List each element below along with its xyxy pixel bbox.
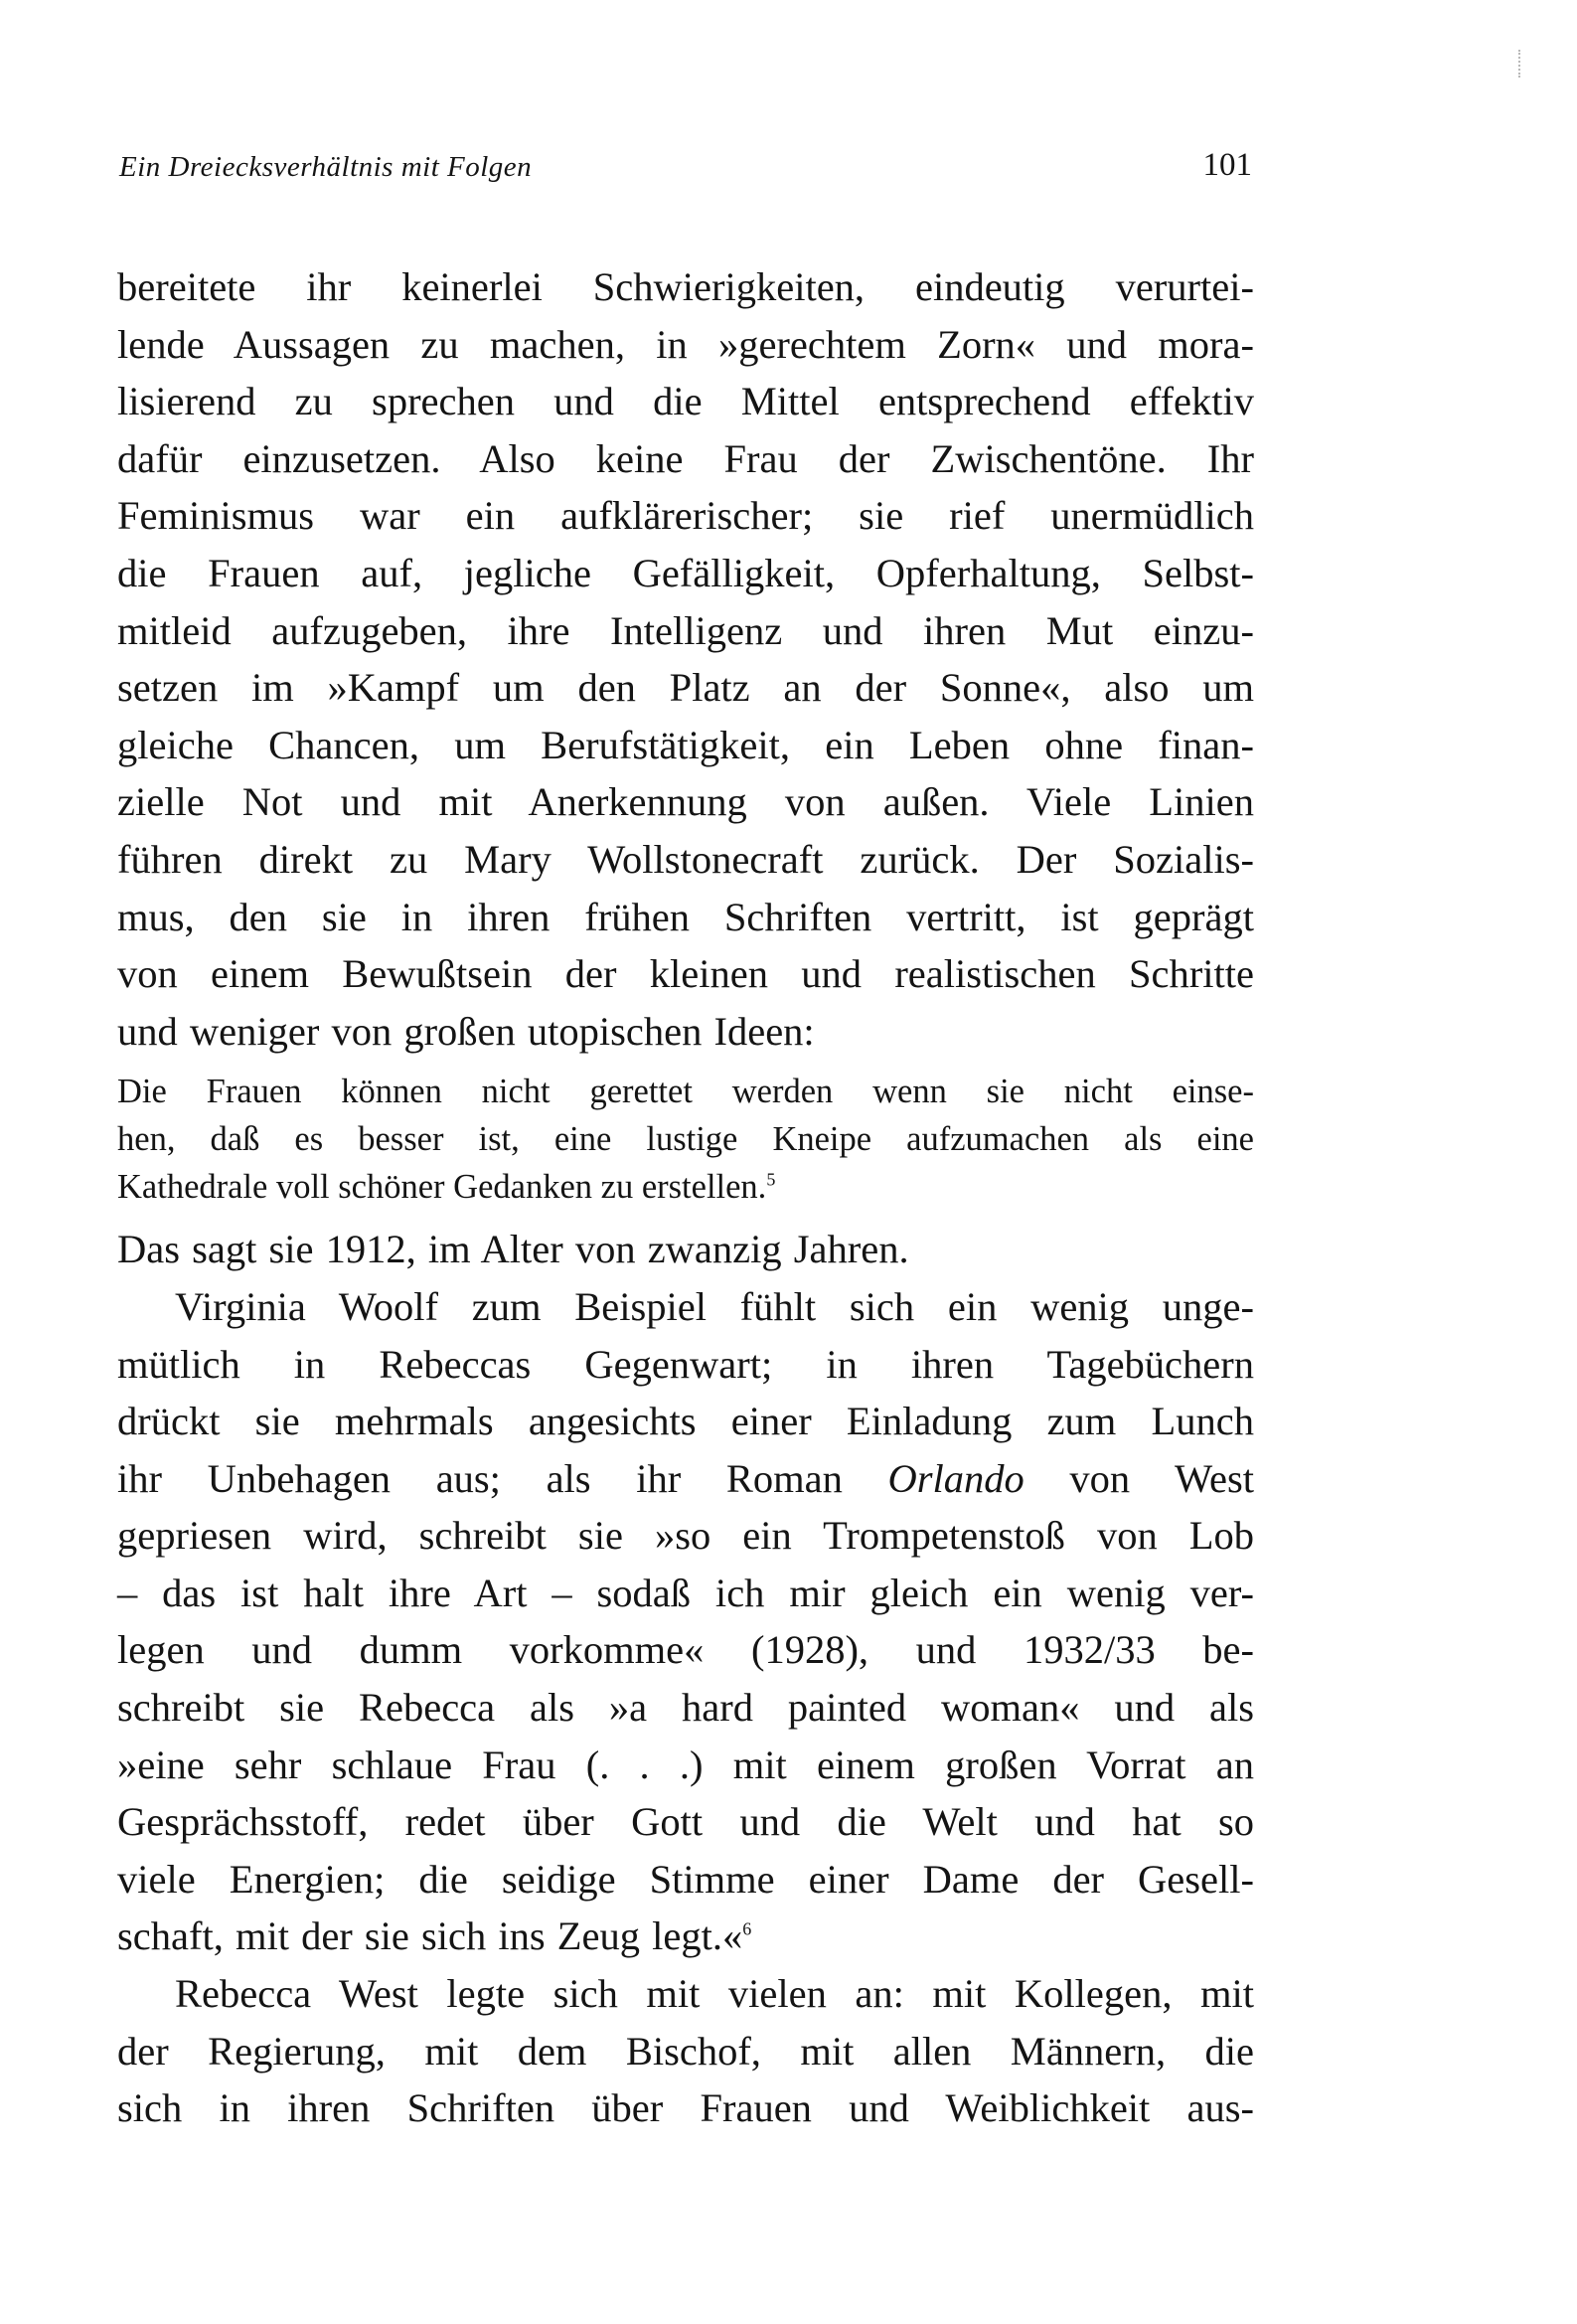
text-line: setzen im »Kampf um den Platz an der Sonne«, also um [117,665,1254,711]
text-line: sich in ihren Schriften über Frauen und Weiblichkeit aus- [117,2085,1254,2131]
quote-line: Die Frauen können nicht gerettet werden wenn sie nicht einse- [117,1073,1254,1111]
text-line: gleiche Chancen, um Berufstätigkeit, ein Leben ohne finan- [117,722,1254,767]
book-title: Orlando [887,1455,1025,1501]
text-line: Das sagt sie 1912, im Alter von zwanzig Jahren. [117,1227,909,1272]
footnote-marker: 6 [742,1918,752,1939]
text-line: legen und dumm vorkomme« (1928), und 1932/33 be- [117,1627,1254,1673]
text-line: mus, den sie in ihren frühen Schriften vertritt, ist geprägt [117,894,1254,939]
text-line: viele Energien; die seidige Stimme einer Dame der Gesell- [117,1856,1254,1902]
block-quote [117,1060,1254,1221]
text-line: die Frauen auf, jegliche Gefälligkeit, Opferhaltung, Selbst- [117,550,1254,595]
text-line-with-title [117,1450,1254,1508]
running-title: Ein Dreiecksverhältnis mit Folgen [119,151,533,183]
text-line: gepriesen wird, schreibt sie »so ein Trompetenstoß von Lob [117,1513,1254,1559]
text-line: drückt sie mehrmals angesichts einer Einladung zum Lunch [117,1399,1254,1444]
text-line: schreibt sie Rebecca als »a hard painted woman« und als [117,1685,1254,1731]
text-line: dafür einzusetzen. Also keine Frau der Zwischentöne. Ihr [117,435,1254,481]
text-line: bereitete ihr keinerlei Schwierigkeiten, eindeutig verurtei- [117,264,1254,309]
quote-text: Kathedrale voll schöner Gedanken zu erstellen. [117,1168,767,1207]
text-line: lende Aussagen zu machen, in »gerechtem Zorn« und mora- [117,321,1254,367]
text-segment: ihr Unbehagen aus; als ihr Roman [117,1455,888,1501]
text-line: der Regierung, mit dem Bischof, mit allen Männern, die [117,2028,1254,2074]
text-line: Rebecca West legte sich mit vielen an: mit Kollegen, mit [175,1971,1254,2017]
body-text [117,258,1254,2137]
page-number: 101 [1202,147,1252,183]
text-line: führen direkt zu Mary Wollstonecraft zurück. Der Sozialis- [117,836,1254,882]
text-line: Gesprächsstoff, redet über Gott und die Welt und hat so [117,1799,1254,1845]
text-line: Virginia Woolf zum Beispiel fühlt sich ein wenig unge- [175,1283,1254,1329]
text-line: lisierend zu sprechen und die Mittel entsprechend effektiv [117,379,1254,424]
text-segment: von West [1024,1455,1255,1501]
text-line: mütlich in Rebeccas Gegenwart; in ihren Tagebüchern [117,1341,1254,1387]
text-line: und weniger von großen utopischen Ideen: [117,1008,815,1054]
page-header [119,137,1252,197]
quote-line-last [117,1163,1254,1211]
margin-mark [1518,50,1522,78]
text-line: »eine sehr schlaue Frau (. . .) mit einem großen Vorrat an [117,1742,1254,1787]
text-line: mitleid aufzugeben, ihre Intelligenz und ihren Mut einzu- [117,607,1254,653]
text-line: zielle Not und mit Anerkennung von außen. Viele Linien [117,779,1254,825]
paragraph-2 [117,1221,1254,1278]
text-segment: schaft, mit der sie sich ins Zeug legt.« [117,1913,743,1959]
quote-line: hen, daß es besser ist, eine lustige Kneipe aufzumachen als eine [117,1120,1254,1159]
paragraph-3 [117,1278,1254,1965]
text-line: – das ist halt ihre Art – sodaß ich mir gleich ein wenig ver- [117,1570,1254,1615]
paragraph-4 [117,1965,1254,2137]
footnote-marker: 5 [766,1169,776,1190]
text-line: Feminismus war ein aufklärerischer; sie rief unermüdlich [117,493,1254,539]
text-line-last [117,1908,1254,1965]
paragraph-1 [117,258,1254,1060]
text-line: von einem Bewußtsein der kleinen und realistischen Schritte [117,951,1254,997]
